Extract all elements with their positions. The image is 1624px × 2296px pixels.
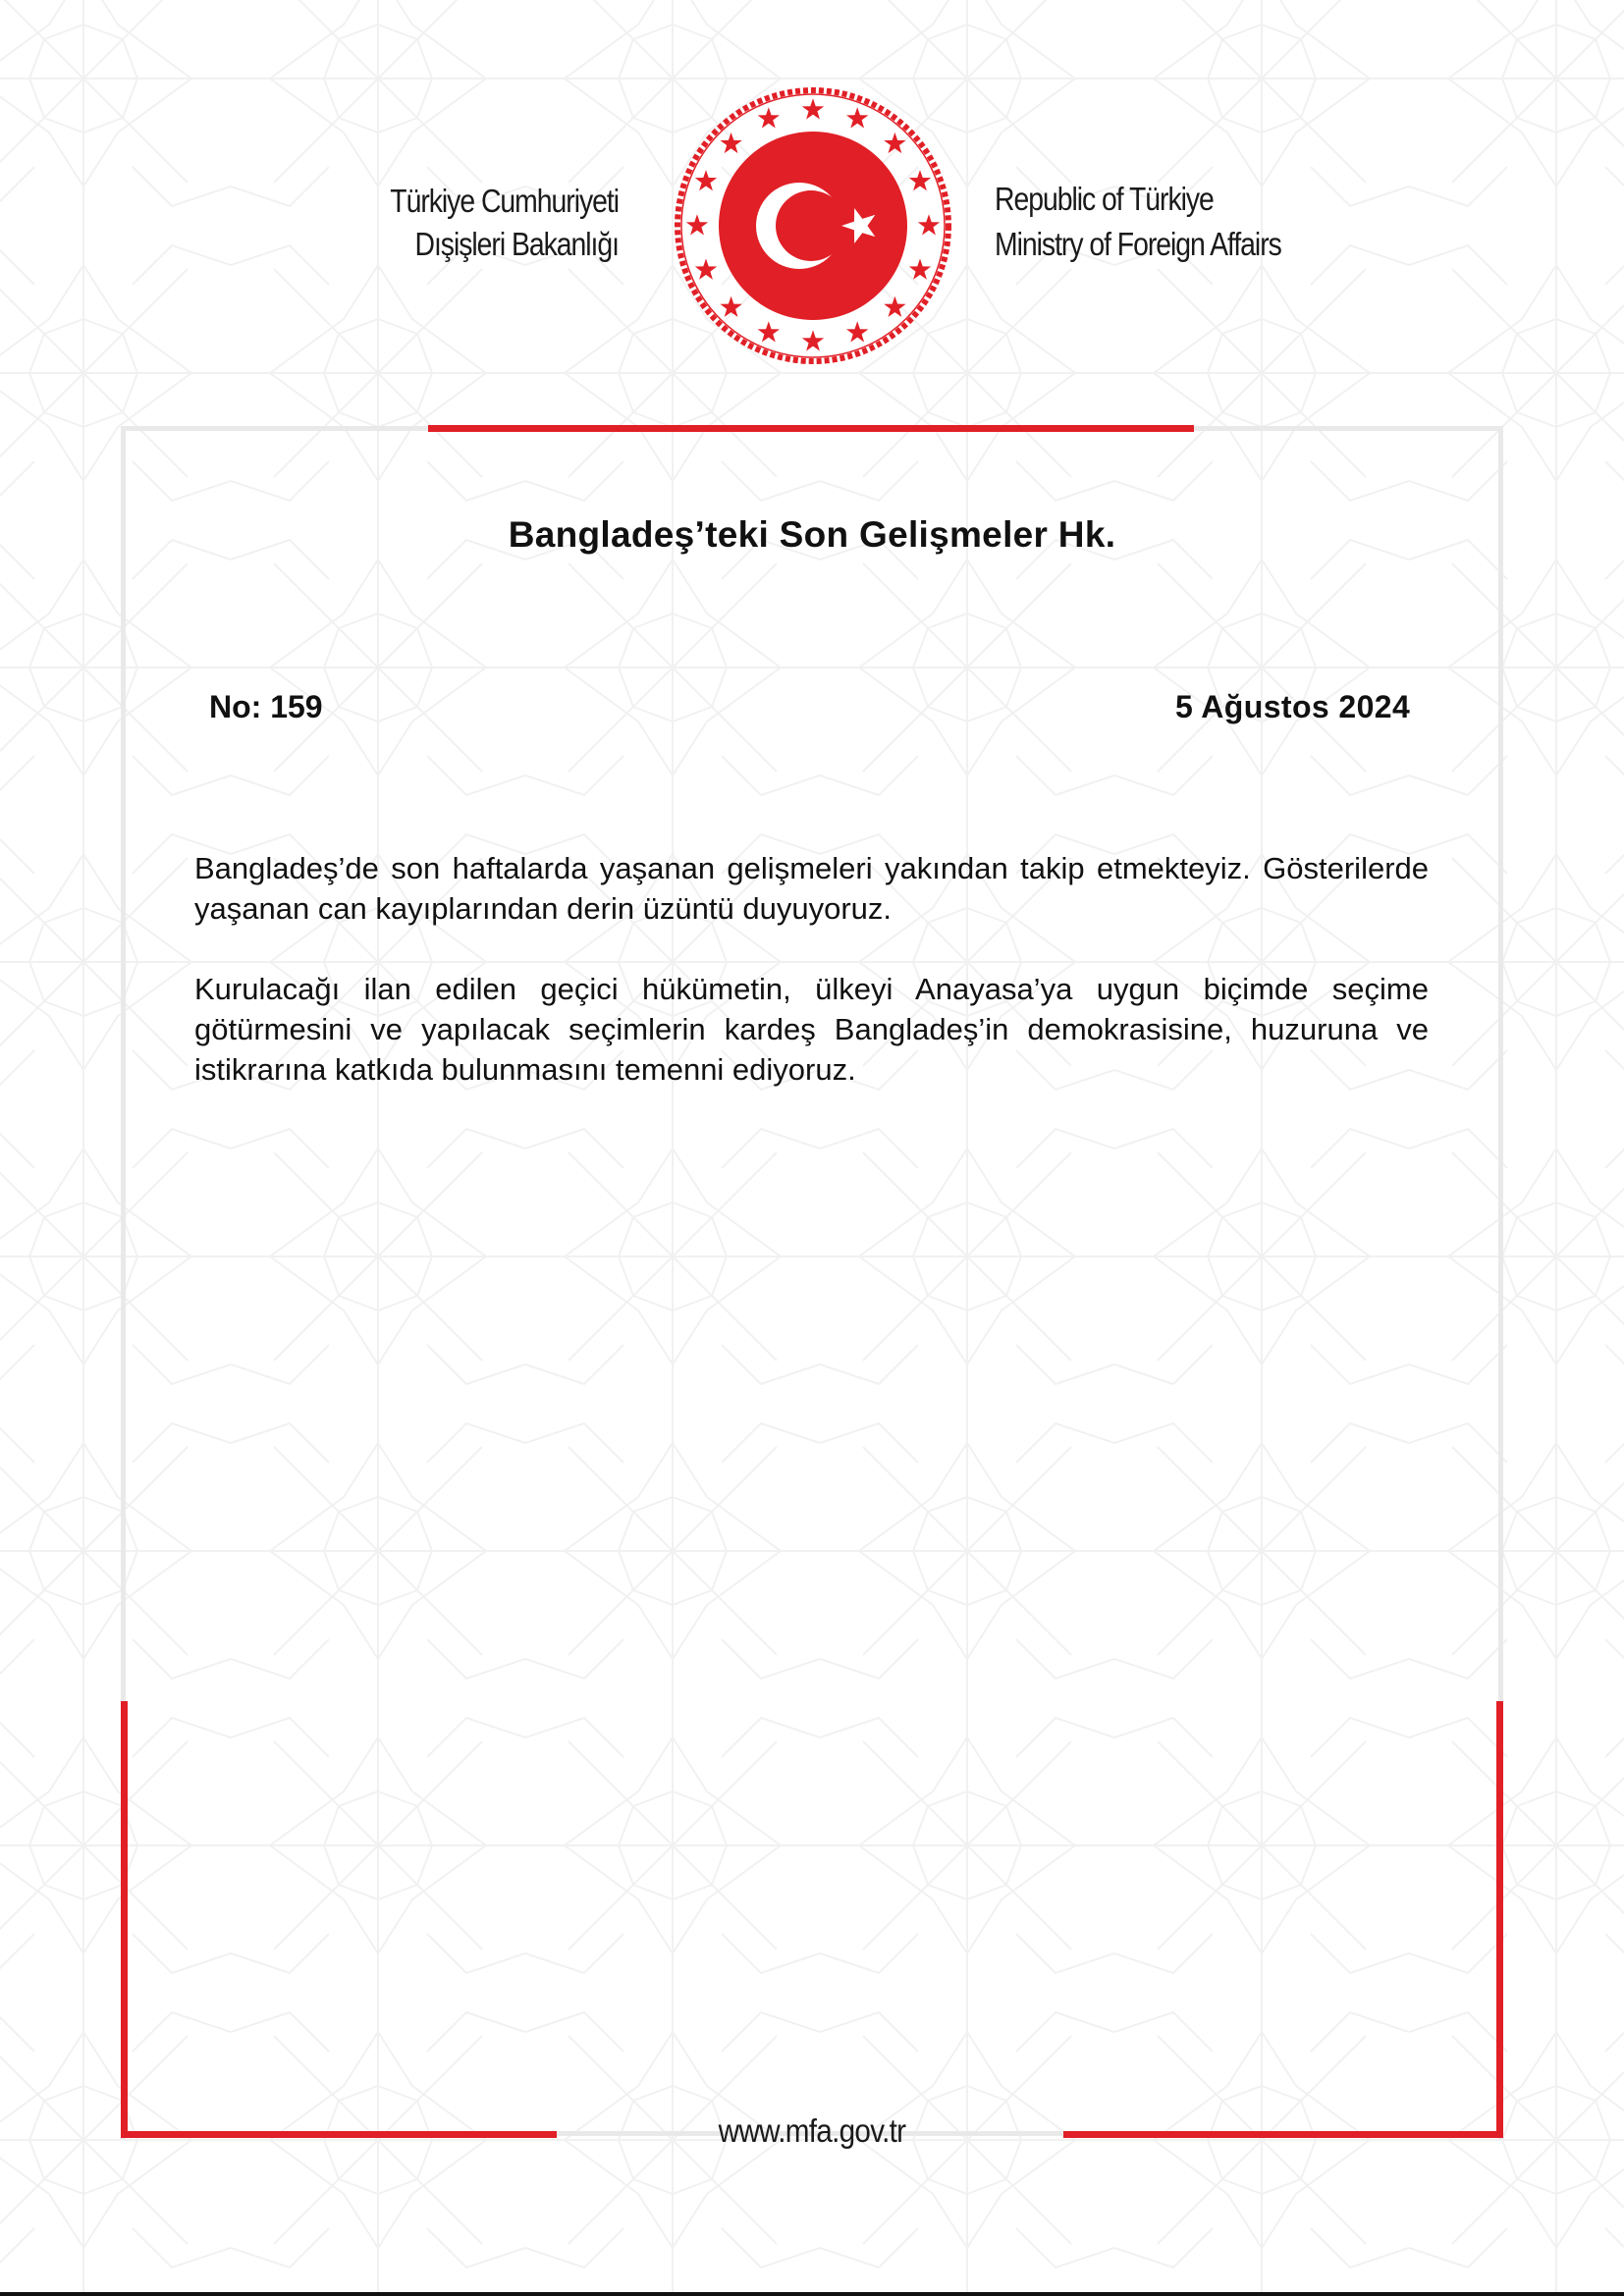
document-date: 5 Ağustos 2024: [1175, 689, 1411, 724]
ministry-name-english-line1: Republic of Türkiye: [995, 181, 1214, 217]
frame-bottom-left-red-accent: [121, 2131, 557, 2138]
ministry-name-english-line2: Ministry of Foreign Affairs: [995, 226, 1281, 262]
body-paragraph: Kurulacağı ilan edilen geçici hükümetin, ülkeyi Anayasa’ya uygun biçimde seçime götürmesini ve yapılacak seçimlerin kardeş Bangladeş’in demokrasisine, huzuruna ve istikrarına katkıda bulunmasını temenni ediyoruz.: [194, 972, 1429, 1087]
frame-right-red-accent: [1496, 1701, 1503, 2138]
frame-top-red-accent: [428, 425, 1194, 432]
frame-bottom-right-red-accent: [1063, 2131, 1503, 2138]
crescent-star-emblem-icon: [672, 84, 954, 367]
ministry-name-english: [995, 177, 1349, 267]
document-body: [194, 848, 1429, 1130]
page-bottom-edge: [0, 2292, 1624, 2296]
body-paragraph: Bangladeş’de son haftalarda yaşanan gelişmeleri yakından takip etmekteyiz. Gösterilerde yaşanan can kayıplarından derin üzüntü duyuyoruz.: [194, 851, 1429, 926]
ministry-name-turkish-line1: Türkiye Cumhuriyeti: [390, 183, 619, 219]
ministry-name-turkish-line2: Dışişleri Bakanlığı: [414, 226, 619, 262]
frame-left-red-accent: [121, 1701, 128, 2138]
ministry-name-turkish: [340, 180, 619, 266]
footer-website-link[interactable]: www.mfa.gov.tr: [718, 2112, 906, 2149]
document-title: Bangladeş’teki Son Gelişmeler Hk.: [508, 514, 1116, 555]
document-number: No: 159: [209, 689, 323, 724]
